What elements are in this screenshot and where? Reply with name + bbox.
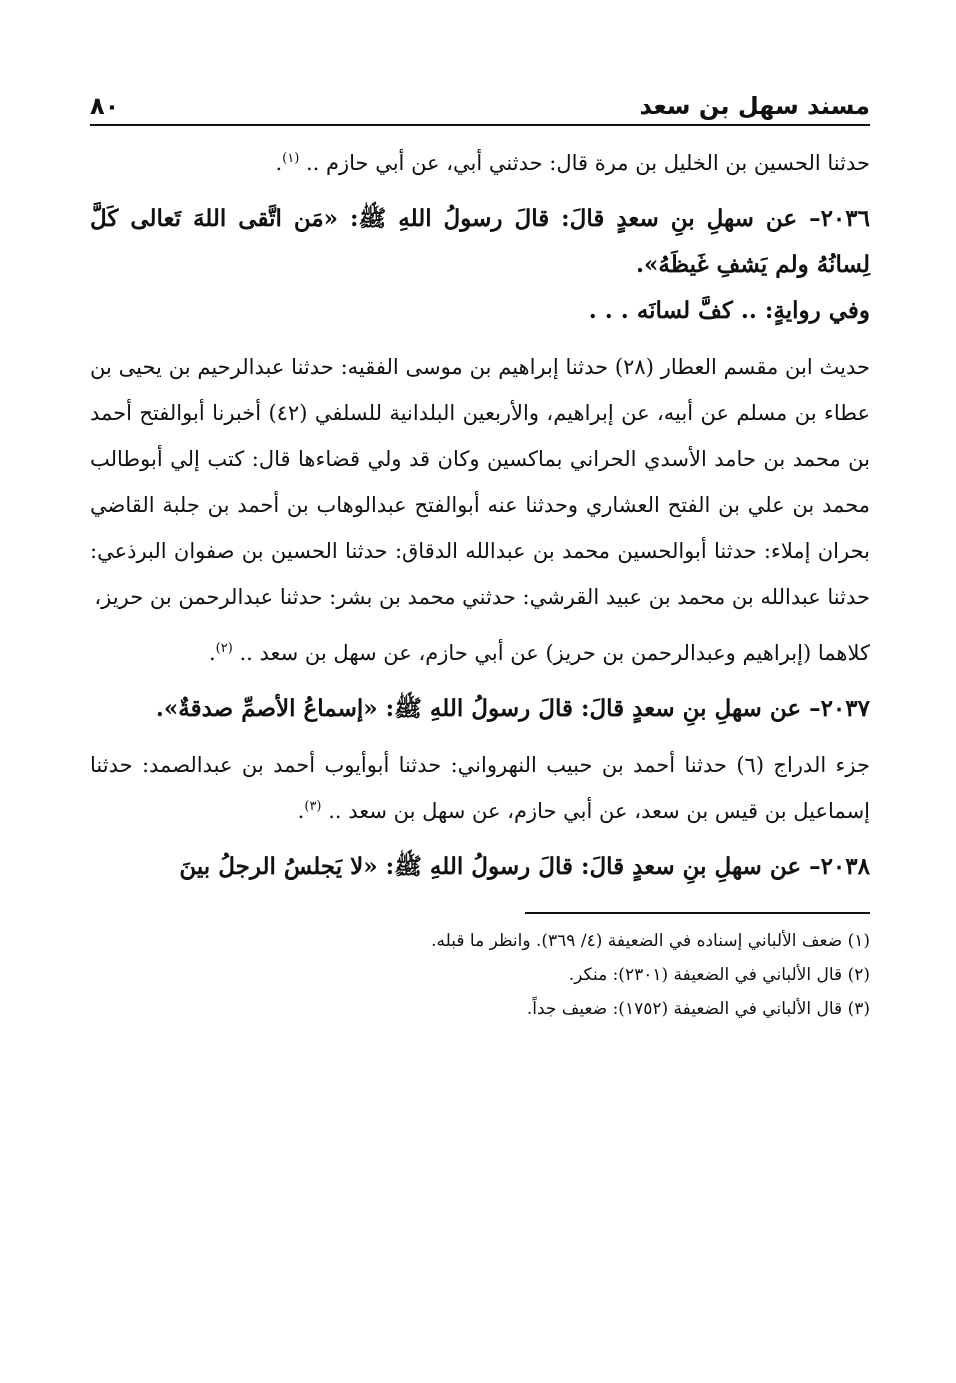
footnote-3: (٣) قال الألباني في الضعيفة (١٧٥٢): ضعيف جداً. <box>526 999 870 1019</box>
hadith-2037: ٢٠٣٧– عن سهلِ بنِ سعدٍ قالَ: قالَ رسولُ اللهِ ﷺ: «إسماعُ الأصمِّ صدقةٌ». <box>155 695 870 722</box>
isnad-paragraph: حدثنا الحسين بن الخليل بن مرة قال: حدثني أبي، عن أبي حازم .. $^{(١)}$. <box>275 151 870 175</box>
isnad-paragraph: جزء الدراج (٦) حدثنا أحمد بن حبيب النهرواني: حدثنا أبوأيوب أحمد بن عبدالصمد: حدثنا إسماعيل بن قيس بن سعد، عن أبي حازم، عن سهل بن سعد .. $^{(٣)}$. <box>90 753 870 823</box>
footnote-marker: (٢) <box>215 641 233 656</box>
isnad-paragraph: كلاهما (إبراهيم وعبدالرحمن بن حريز) عن أبي حازم، عن سهل بن سعد .. $^{(٢)}$. <box>208 641 870 665</box>
hadith-2036: ٢٠٣٦– عن سهلِ بنِ سعدٍ قالَ: قالَ رسولُ اللهِ ﷺ: «مَن اتَّقى اللهَ تَعالى كَلَّ لِسانُهُ ولم يَشفِ غَيظَهُ». <box>90 205 870 278</box>
page-number: ٨٠ <box>90 92 120 120</box>
footnote-marker: (١) <box>282 151 300 166</box>
footnotes <box>90 924 870 1026</box>
page-header <box>90 80 870 126</box>
document-page <box>90 80 870 1026</box>
footnote-divider <box>525 912 870 914</box>
footnote-2: (٢) قال الألباني في الضعيفة (٢٣٠١): منكر. <box>568 965 870 985</box>
footnote-1: (١) ضعف الألباني إسناده في الضعيفة (٤/ ٣٦٩). وانظر ما قبله. <box>431 931 870 951</box>
running-title: مسند سهل بن سعد <box>639 92 870 120</box>
footnote-marker: (٣) <box>304 799 322 814</box>
variant-narration: وفي روايةٍ: .. كفَّ لسانَه . . . <box>588 297 870 324</box>
isnad-paragraph: حديث ابن مقسم العطار (٢٨) حدثنا إبراهيم بن موسى الفقيه: حدثنا عبدالرحيم بن يحيى بن عطاء بن مسلم عن أبيه، عن إبراهيم، والأربعين البلدانية للسلفي (٤٢) أخبرنا أبوالفتح أحمد بن محمد بن حامد الأسدي الحراني بماكسين وكان قد ولي قضاءها قال: كتب إلي أبوطالب محمد بن علي بن الفتح العشاري وحدثنا عنه أبوالفتح عبدالوهاب بن أحمد بن جلبة القاضي بحران إملاء: حدثنا أبوالحسين محمد بن عبدالله الدقاق: حدثنا الحسين بن صفوان البرذعي: حدثنا عبدالله بن محمد بن عبيد القرشي: حدثني محمد بن بشر: حدثنا عبدالرحمن بن حريز، <box>90 355 870 609</box>
hadith-2038: ٢٠٣٨– عن سهلِ بنِ سعدٍ قالَ: قالَ رسولُ اللهِ ﷺ: «لا يَجلسُ الرجلُ بينَ <box>179 853 870 880</box>
